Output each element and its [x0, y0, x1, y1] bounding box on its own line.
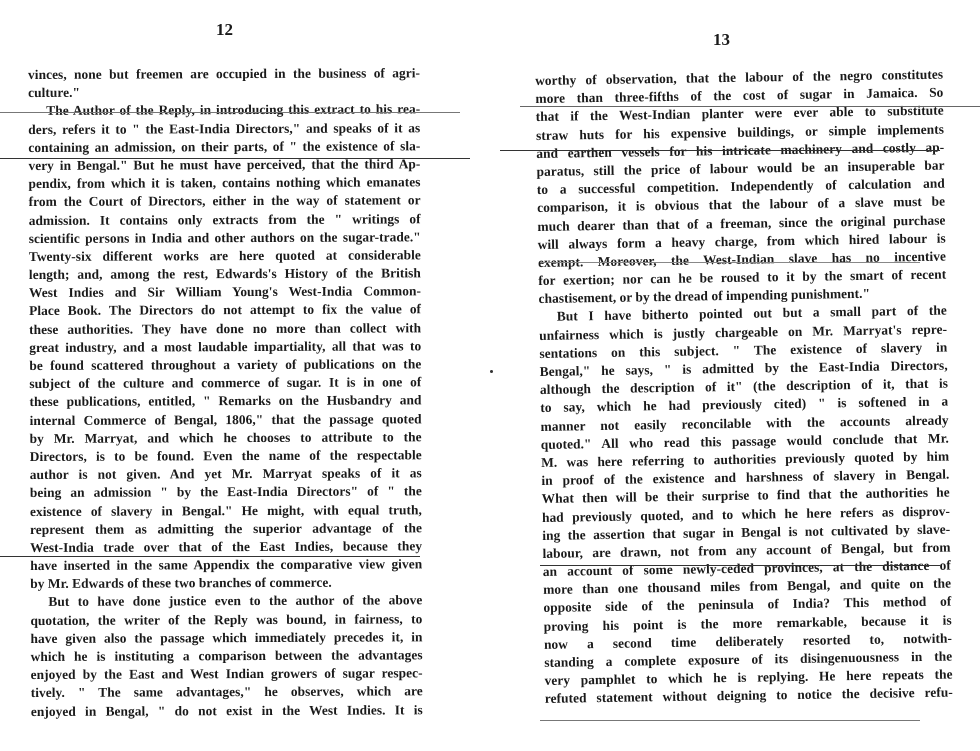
text-line: West Indies and Sir William Young's West-India Common- [28, 283, 422, 301]
text-line: be found scattered throughout a variety of publications on the [29, 356, 422, 373]
text-line: now a second time deliberately resorted to, notwith- [543, 630, 953, 652]
text-line: The Author of the Reply, in introducing this extract to his rea- [46, 101, 421, 119]
text-line: that if the West-Indian planter were ever able to substitute [535, 102, 944, 125]
text-line: more than three-fifths of the cost of sugar in Jamaica. So [535, 84, 944, 107]
text-line: tively. " The same advantages," he observes, which are [30, 683, 423, 701]
text-line: ders, refers it to " the East-India Directors," and speaks of it as [28, 119, 421, 137]
scan-line-artifact [540, 565, 940, 566]
text-line: much dearer than that of a freeman, since the original purchase [537, 212, 946, 234]
page-body-text [28, 64, 423, 720]
text-line: have given also the passage which immediately precedes it, in [30, 629, 423, 646]
scan-line-artifact [520, 106, 980, 107]
scan-line-artifact [540, 720, 920, 721]
scan-speck [490, 370, 493, 373]
text-line: paratus, still the price of labour would be an insuperable bar [536, 157, 945, 179]
text-line: Bengal," he says, " is admitted by the East-India Directors, [539, 357, 948, 379]
text-line: But to have done justice even to the author of the above [48, 592, 423, 610]
text-line: to say, which he had previously cited) " is softened in a [540, 393, 949, 416]
text-line: existence of slavery in Bengal." He might, with equal truth, [29, 501, 422, 519]
text-line: these publications, entitled, " Remarks on the Husbandry and [29, 392, 422, 410]
text-line: Twenty-six different works are here quoted at considerable [28, 247, 421, 264]
text-line: Place Book. The Directors do not attempt to fix the value of [29, 301, 422, 319]
text-line: by Mr. Edwards of these two branches of commerce. [30, 574, 332, 592]
text-line: proving his point is the more remarkable, because it is [543, 612, 952, 634]
scan-line-artifact [0, 158, 470, 159]
text-line: had previously quoted, and to which he here refers as disprov- [541, 503, 951, 525]
text-line: being an admission " by the East-India Directors" of " the [29, 483, 422, 501]
text-line: more than one thousand miles from Bengal, and quite on the [543, 575, 952, 598]
text-line: exempt. Moreover, the West-Indian slave has no incentive [537, 248, 947, 270]
text-line: What then will be their surprise to find that the authorities he [541, 484, 950, 507]
scan-line-artifact [540, 262, 920, 263]
text-line: unfairness which is justly chargeable on Mr. Marryat's repre- [539, 321, 948, 343]
text-line: But I have bitherto pointed out but a small part of the [556, 302, 947, 325]
text-line: by Mr. Marryat, and which he chooses to attribute to the [29, 429, 422, 446]
text-line: although the description of it" (the description of it, that is [539, 375, 949, 398]
text-line: opposite side of the peninsula of India? This method of [543, 593, 952, 616]
text-line: standing a complete exposure of its disingenuousness in the [544, 648, 953, 670]
text-line: represent them as admitting the superior advantage of the [29, 519, 423, 537]
text-line: from the Court of Directors, either in the way of statement or [28, 192, 421, 210]
text-line: author is not given. And yet Mr. Marryat speaks of it as [29, 465, 422, 483]
text-line: worthy of observation, that the labour of the negro constitutes [535, 66, 944, 88]
text-line: to a successful competition. Independently of calculation and [536, 175, 945, 198]
text-line: culture." [28, 84, 81, 101]
text-line: very in Bengal." But he must have perceived, that the third Ap- [28, 156, 421, 173]
text-line: subject of the culture and commerce of sugar. It is in one of [29, 374, 422, 392]
text-line: containing an admission, on their parts, of " the existence of sla- [28, 138, 421, 155]
text-line: have inserted in the same Appendix the comparative view given [30, 556, 423, 574]
text-line: quoted." All who read this passage would conclude that Mr. [540, 430, 949, 452]
text-line: vinces, none but freemen are occupied in the business of agri- [28, 65, 421, 82]
text-line: labour, are drawn, not from any account of Bengal, but from [542, 539, 951, 561]
text-line: Directors, is to be found. Even the name of the respectable [29, 447, 422, 464]
text-line: quotation, the writer of the Reply was bound, in fairness, to [30, 610, 423, 628]
text-line: very pamphlet to which he is replying. He here repeats the [544, 666, 953, 689]
text-line: will always form a heavy charge, from which hired labour is [537, 230, 946, 252]
text-line: great industry, and a most laudable impartiality, all that was to [29, 338, 422, 355]
text-line: admission. It contains only extracts from the " writings of [28, 210, 421, 228]
text-line: chastisement, or by the dread of impending punishment." [538, 286, 871, 307]
page-body-text [535, 66, 953, 709]
scan-line-artifact [0, 556, 420, 557]
text-line: enjoyed by the East and West Indian growers of sugar respec- [30, 665, 423, 683]
text-line: West-India trade over that of the East Indies, because they [30, 538, 423, 555]
right-page [535, 0, 953, 751]
text-line: an account of some newly-ceded provinces, at the distance of [542, 557, 951, 579]
text-line: which he is instituting a comparison between the advantages [30, 647, 423, 664]
text-line: in proof of the existence and harshness of slavery in Bengal. [541, 466, 950, 489]
text-line: internal Commerce of Bengal, 1806," that the passage quoted [29, 410, 422, 428]
text-line: refuted statement without deigning to notice the decisive refu- [544, 684, 953, 707]
text-line: for exertion; nor can he be roused to it by the smart of recent [538, 266, 947, 289]
text-line: comparison, it is obvious that the labour of a slave must be [537, 193, 946, 216]
text-line: straw huts for his expensive buildings, or simple implements [535, 121, 945, 143]
scan-line-artifact [500, 150, 940, 151]
text-line: length; and, among the rest, Edwards's History of the British [28, 265, 421, 283]
scan-line-artifact [0, 112, 460, 113]
text-line: M. was here referring to authorities previously quoted by him [541, 448, 950, 470]
page-number: 12 [216, 20, 233, 39]
text-line: pendix, from which it is taken, contains nothing which emanates [28, 174, 421, 192]
text-line: sentations on this subject. " The existence of slavery in [539, 339, 948, 361]
text-line: ing the assertion that sugar in Bengal is not cultivated by slave- [542, 521, 951, 543]
text-line: enjoyed in Bengal, " do not exist in the West Indies. It is [30, 701, 423, 719]
page-number: 13 [713, 30, 730, 49]
text-line: manner not easily reconcilable with the accounts already [540, 412, 949, 434]
text-line: these authorities. They have done no more than collect with [29, 319, 422, 337]
text-line: and earthen vessels for his intricate machinery and costly ap- [536, 139, 945, 161]
text-line: scientific persons in India and other authors on the sugar-trade." [28, 228, 421, 246]
